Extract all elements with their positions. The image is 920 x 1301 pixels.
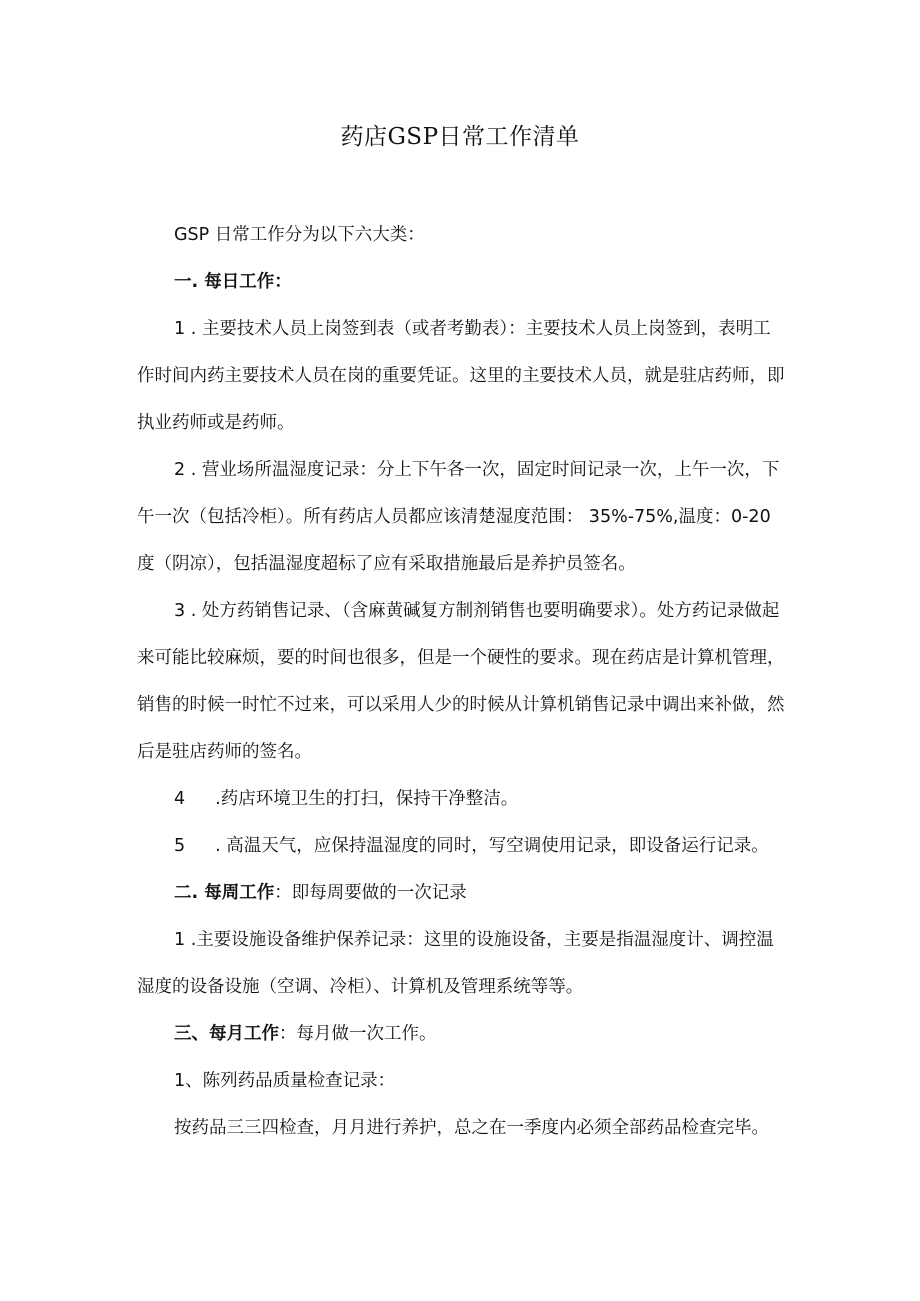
section1-item5-text: . 高温天气，应保持温湿度的同时，写空调使用记录，即设备运行记录。 <box>215 836 769 856</box>
section3-heading: 三、每月工作 <box>174 1024 279 1044</box>
document-title: 药店GSP日常工作清单 <box>340 124 580 150</box>
section1-item2: 2 . 营业场所温湿度记录：分上下午各一次，固定时间记录一次，上午一次，下午一次（包括冷柜）。所有药店人员都应该清楚湿度范围： 35%-75%,温度：0-20 度（阴凉），包括温湿度超标了应有采取措施最后是养护员签名。 <box>137 460 780 574</box>
section1-item5 <box>137 823 787 870</box>
section3-item1-detail: 按药品三三四检查，月月进行养护，总之在一季度内必须全部药品检查完毕。 <box>174 1118 769 1138</box>
intro-paragraph: GSP 日常工作分为以下六大类： <box>174 225 425 245</box>
section2-item1: 1 .主要设施设备维护保养记录：这里的设施设备，主要是指温湿度计、调控温湿度的设备设施（空调、冷柜）、计算机及管理系统等等。 <box>137 930 774 997</box>
section3-item1: 1、陈列药品质量检查记录： <box>174 1071 396 1091</box>
section2-heading-line <box>137 870 787 917</box>
section1-item5-number: 5 <box>174 836 186 856</box>
document-body <box>137 212 787 1152</box>
section2-heading: 二. 每周工作 <box>174 883 275 903</box>
section1-item4-number: 4 <box>174 789 186 809</box>
section1-item1: 1 . 主要技术人员上岗签到表（或者考勤表）：主要技术人员上岗签到，表明工作时间内药主要技术人员在岗的重要凭证。这里的主要技术人员，就是驻店药师，即执业药师或是药师。 <box>137 319 785 433</box>
section1-item4-text: .药店环境卫生的打扫，保持干净整洁。 <box>215 789 519 809</box>
section1-item3: 3 . 处方药销售记录、（含麻黄碱复方制剂销售也要明确要求）。处方药记录做起来可能比较麻烦，要的时间也很多，但是一个硬性的要求。现在药店是计算机管理，销售的时候一时忙不过来，可以采用人少的时候从计算机销售记录中调出来补做，然后是驻店药师的签名。 <box>137 601 785 762</box>
section1-item4 <box>137 776 787 823</box>
section3-heading-line <box>137 1011 787 1058</box>
section1-heading: 一. 每日工作： <box>174 272 292 292</box>
section2-heading-rest: ：即每周要做的一次记录 <box>274 883 467 903</box>
section3-heading-rest: ：每月做一次工作。 <box>279 1024 437 1044</box>
